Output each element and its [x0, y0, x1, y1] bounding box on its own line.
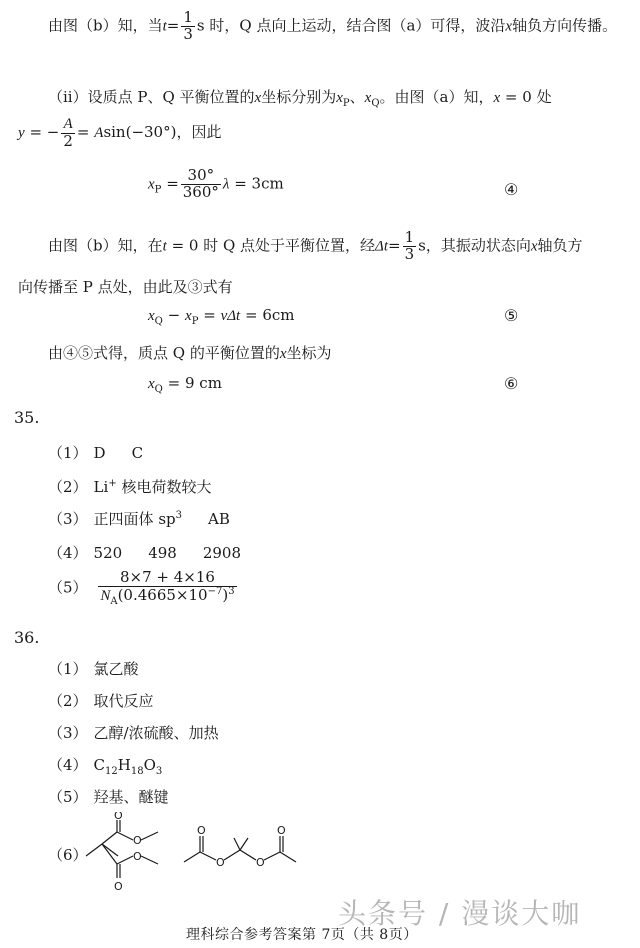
oxygen-atom: O	[197, 824, 206, 837]
answer-36-5: （5） 羟基、醚键	[48, 788, 169, 806]
para-3: 由图（b）知，在t = 0 时 Q 点处于平衡位置，经Δt= $\frac{1}{3}$ s，其振动状态向x轴负方	[48, 228, 583, 263]
answer-36-3: （3） 乙醇/浓硫酸、加热	[48, 724, 219, 742]
equation-6: $x_Q = 9$ cm	[148, 374, 222, 395]
answer-36-2: （2） 取代反应	[48, 692, 154, 710]
molecule-structure-1	[72, 812, 172, 898]
watermark: 头条号 / 漫谈大咖	[338, 897, 582, 930]
answer-35-3: （3） 正四面体 $sp^3$ AB	[48, 510, 230, 528]
equation-marker-4: ④	[504, 180, 519, 199]
answer-35-5: （5） $\frac{8\times 7 + 4\times 16}{N_A(0.4665\times 10^{-7})^3}$	[48, 568, 235, 607]
oxygen-atom: O	[114, 880, 123, 893]
question-35-label: 35.	[14, 408, 40, 427]
oxygen-atom: O	[133, 850, 142, 863]
oxygen-atom: O	[114, 812, 123, 822]
question-36-label: 36.	[14, 628, 40, 647]
equation-5: $x_Q - x_P = v\Delta t = 6cm$	[148, 306, 295, 327]
answer-35-1: （1） D C	[48, 444, 144, 462]
page-footer: 理科综合参考答案第 7页（共 8页）	[186, 927, 418, 943]
equation-4: $x_P$ = $\frac{30^\circ}{360^\circ}$ λ = 3cm	[148, 166, 284, 201]
fraction-one-third: $\frac{1}{3}$	[183, 8, 193, 43]
answer-36-6: （6）	[48, 846, 88, 864]
equation-marker-6: ⑥	[504, 374, 519, 393]
answer-36-1: （1） 氯乙酸	[48, 660, 139, 678]
para-3-continued: 向传播至 P 点处，由此及③式有	[18, 278, 233, 296]
density-fraction: $\frac{8\times 7 + 4\times 16}{N_A(0.4665\times 10^{-7})^3}$	[100, 568, 235, 607]
para-1: 由图（b）知，当t= $\frac{1}{3}$ s 时，Q 点向上运动，结合图（a）可得，波沿x轴负方向传播。	[48, 8, 618, 43]
para-4: 由④⑤式得，质点 Q 的平衡位置的x坐标为	[48, 344, 332, 362]
oxygen-atom: O	[277, 824, 286, 837]
molecule-structure-2	[180, 822, 310, 882]
oxygen-atom: O	[133, 834, 142, 847]
para-2: （ii）设质点 P、Q 平衡位置的x坐标分别为$x_P$、$x_Q$。由图（a）知，x = 0 处	[48, 88, 552, 109]
equation-marker-5: ⑤	[504, 306, 519, 325]
answer-35-2: （2） Li+ 核电荷数较大	[48, 478, 212, 496]
equation-y: y = − $\frac{A}{2}$ = Asin(−30°)，因此	[18, 116, 222, 150]
oxygen-atom: O	[216, 856, 225, 869]
oxygen-atom: O	[256, 856, 265, 869]
answer-36-4: （4） $C_{12}H_{18}O_3$	[48, 756, 163, 777]
answer-35-4: （4） 520 498 2908	[48, 544, 242, 562]
